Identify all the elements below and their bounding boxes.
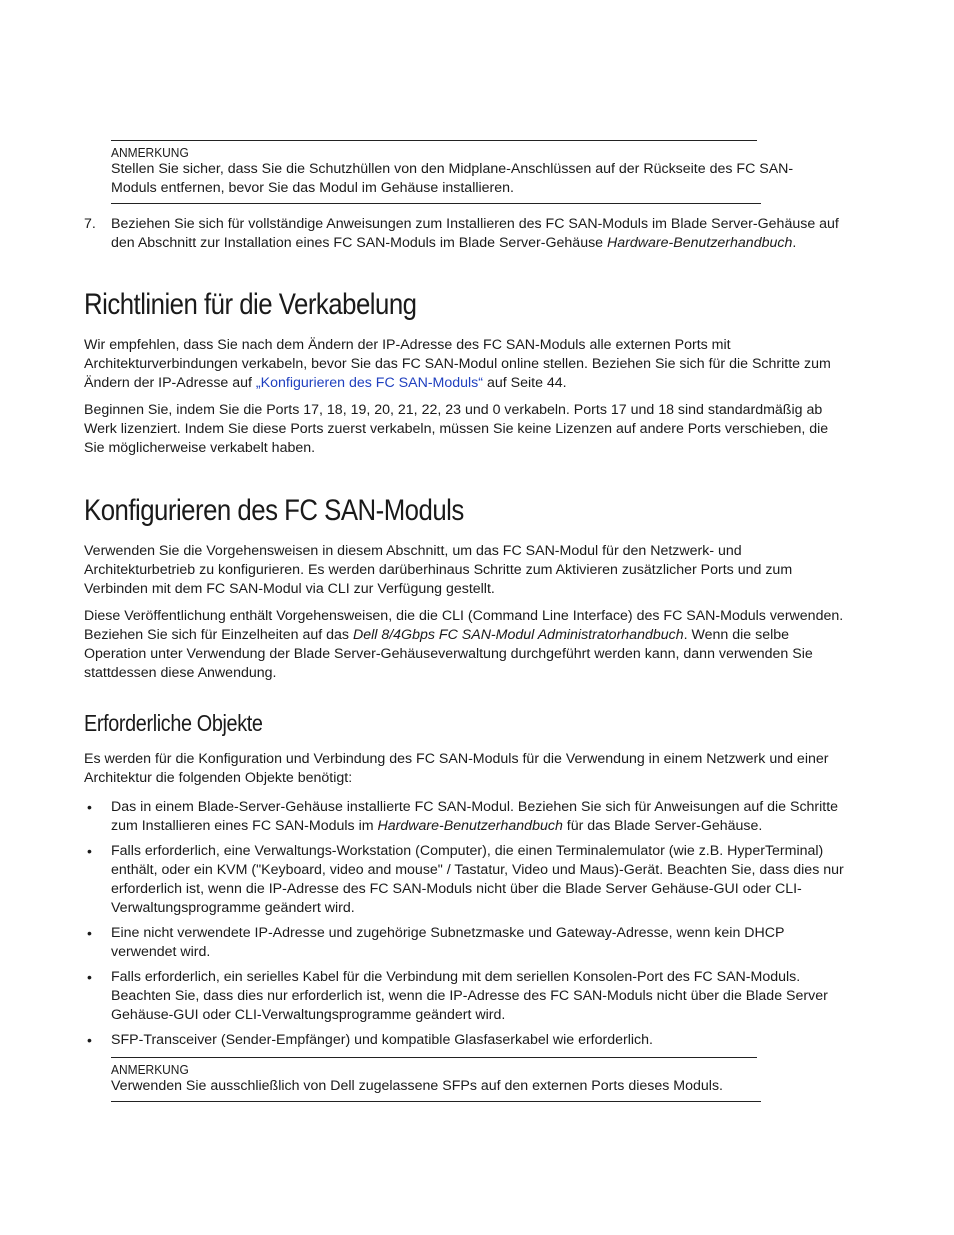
section-configure-body [84, 542, 844, 683]
list-item: • SFP-Transceiver (Sender-Empfänger) und kompatible Glasfaserkabel wie erforderlich. [87, 1032, 653, 1048]
step-doc-title: Hardware-Benutzerhandbuch [607, 235, 793, 251]
bullet-icon: • [87, 925, 92, 941]
note-box-2 [111, 1057, 761, 1102]
note-rule-bottom [111, 1101, 761, 1102]
section-cabling [84, 288, 844, 322]
required-items-list [84, 798, 844, 1050]
list-item: • Eine nicht verwendete IP-Adresse und zugehörige Subnetzmaske und Gateway-Adresse, wenn kein DHCP verwendet wird. [87, 925, 785, 960]
note-rule-bottom [111, 203, 761, 204]
section-heading-configure: Konfigurieren des FC SAN-Moduls [84, 494, 464, 527]
bullet-icon: • [87, 843, 92, 859]
subsection-heading: Erforderliche Objekte [84, 710, 263, 736]
cross-reference-link[interactable]: „Konfigurieren des FC SAN-Moduls“ [255, 375, 484, 391]
paragraph: Verwenden Sie die Vorgehensweisen in diesem Abschnitt, um das FC SAN-Modul für den Netzwerk- und Architekturbetrieb zu konfigurieren. Es werden darüberhinaus Schritte zum Aktivieren zusätzlicher Ports und zum Verbinden mit dem FC SAN-Modul via CLI zur Verfügung gestellt. [84, 543, 793, 597]
subsection-required-items [84, 710, 844, 736]
step-text: Beziehen Sie sich für vollständige Anweisungen zum Installieren des FC SAN-Moduls im Blade Server-Gehäuse auf den Abschnitt zur Installation eines FC SAN-Moduls im Blade Server-Gehäuse Hardware-Benutzerhandbuch. [111, 216, 839, 251]
note-label: ANMERKUNG [111, 1062, 189, 1077]
subsection-body [84, 750, 844, 1056]
section-cabling-body [84, 336, 844, 458]
note-rule-top [111, 140, 757, 141]
step-7 [84, 215, 844, 253]
step-number: 7. [84, 216, 96, 232]
note-box-1 [111, 140, 794, 204]
section-configure [84, 494, 844, 528]
bullet-icon: • [87, 799, 92, 815]
note-label: ANMERKUNG [111, 145, 189, 160]
bullet-icon: • [87, 1032, 92, 1048]
paragraph: Es werden für die Konfiguration und Verbindung des FC SAN-Moduls für die Verwendung in einem Netzwerk und einer Architektur die folgenden Objekte benötigt: [84, 751, 829, 786]
section-heading-cabling: Richtlinien für die Verkabelung [84, 288, 417, 321]
paragraph: Diese Veröffentlichung enthält Vorgehensweisen, die die CLI (Command Line Interface) des FC SAN-Moduls verwenden. Beziehen Sie sich für Einzelheiten auf das Dell 8/4Gbps FC SAN-Modul Administratorhandbuch. Wenn die selbe Operation unter Verwendung der Blade Server-Gehäuseverwaltung durchgeführt werden kann, dann verwenden Sie stattdessen diese Anwendung. [84, 608, 844, 681]
list-item: • Das in einem Blade-Server-Gehäuse installierte FC SAN-Modul. Beziehen Sie sich für Anweisungen auf die Schritte zum Installieren eines FC SAN-Moduls im Hardware-Benutzerhandbuch für das Blade Server-Gehäuse. [87, 799, 839, 834]
list-item: • Falls erforderlich, ein serielles Kabel für die Verbindung mit dem seriellen Konsolen-Port des FC SAN-Moduls. Beachten Sie, dass dies nur erforderlich ist, wenn die IP-Adresse des FC SAN-Moduls nicht über die Blade Server Gehäuse-GUI oder CLI-Verwaltungsprogramme geändert wird. [87, 969, 828, 1023]
doc-title: Dell 8/4Gbps FC SAN-Modul Administratorhandbuch [352, 627, 684, 643]
bullet-icon: • [87, 969, 92, 985]
list-item: • Falls erforderlich, eine Verwaltungs-Workstation (Computer), die einen Terminalemulator (wie z.B. HyperTerminal) enthält, oder ein KVM ("Keyboard, video and mouse" / Tastatur, Video und Maus)-Gerät. Beachten Sie, dass dies nur erforderlich ist, wenn die IP-Adresse des FC SAN-Moduls nicht über die Blade Server Gehäuse-GUI oder CLI-Verwaltungsprogramme geändert wird. [87, 843, 844, 916]
note-text: Verwenden Sie ausschließlich von Dell zugelassene SFPs auf den externen Ports dieses Moduls. [111, 1078, 723, 1094]
note-text: Stellen Sie sicher, dass Sie die Schutzhüllen von den Midplane-Anschlüssen auf der Rückseite des FC SAN-Moduls entfernen, bevor Sie das Modul im Gehäuse installieren. [111, 161, 794, 196]
paragraph: Wir empfehlen, dass Sie nach dem Ändern der IP-Adresse des FC SAN-Moduls alle externen Ports mit Architekturverbindungen verkabeln, bevor Sie das FC SAN-Modul online stellen. Beziehen Sie sich für die Schritte zum Ändern der IP-Adresse auf „Konfigurieren des FC SAN-Moduls“ auf Seite 44. [84, 337, 831, 391]
paragraph: Beginnen Sie, indem Sie die Ports 17, 18, 19, 20, 21, 22, 23 und 0 verkabeln. Ports 17 und 18 sind standardmäßig ab Werk lizenziert. Indem Sie diese Ports zuerst verkabeln, müssen Sie keine Lizenzen auf andere Ports verschieben, die Sie möglicherweise verkabelt haben. [84, 402, 829, 456]
note-rule-top [111, 1057, 757, 1058]
